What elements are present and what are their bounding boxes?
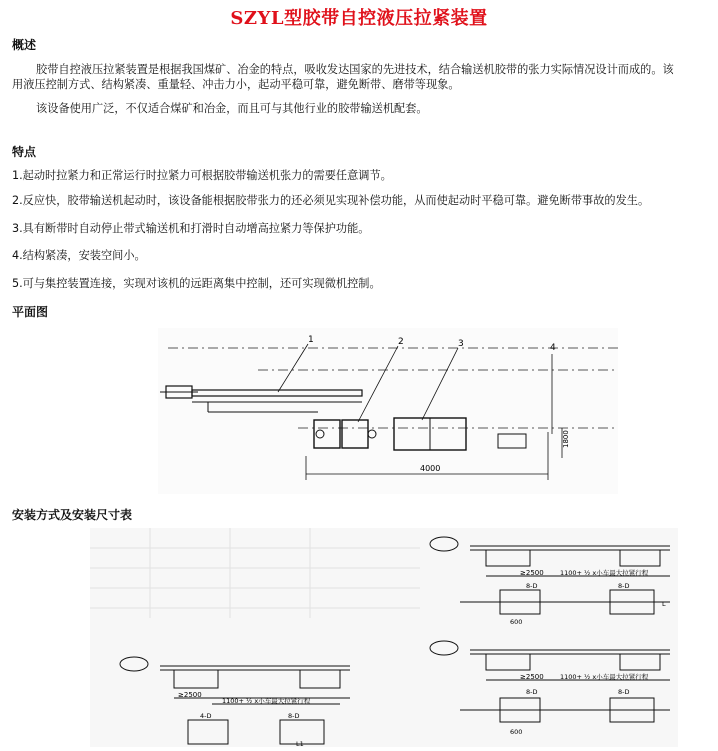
install-c-dim-d1: ≥2500: [520, 673, 544, 681]
install-a-dim-d3: 8-D: [288, 712, 300, 720]
install-b-dim-d3: 8-D: [526, 582, 538, 590]
dim-height-label: 1800: [562, 430, 570, 448]
dim-width-label: 4000: [420, 464, 441, 473]
install-c-dim-d2: 1100+ ½ x小车最大拉紧行程: [560, 673, 649, 681]
install-a-dim-d2: 1100+ ½ x小车最大拉紧行程: [222, 697, 311, 705]
tensioner-frame: [192, 390, 362, 396]
overview-para2: 该设备使用广泛，不仅适合煤矿和冶金，而且可与其他行业的胶带输送机配套。: [36, 102, 428, 115]
box-4: [498, 434, 526, 448]
overview-para1-line2: 用液压控制方式、结构紧凑、重量轻、冲击力小，起动平稳可靠，避免断带、磨带等现象。: [12, 78, 460, 91]
hydraulic-unit-1: [314, 420, 340, 448]
install-a-dim-d6: L1: [296, 740, 304, 747]
install-b-dim-d1: ≥2500: [520, 569, 544, 577]
overview-para1-line1: 胶带自控液压拉紧装置是根据我国煤矿、冶金的特点，吸收发达国家的先进技术，结合输送机胶带的张力实际情况设计而成的。该: [36, 63, 674, 76]
installation-drawings: [90, 528, 678, 747]
leader-3: [422, 348, 458, 420]
hydraulic-unit-2: [342, 420, 368, 448]
feature-item-1: 1.起动时拉紧力和正常运行时拉紧力可根据胶带输送机张力的需要任意调节。: [12, 169, 392, 182]
plan-label-2: 2: [398, 337, 404, 347]
install-heading: 安装方式及安装尺寸表: [12, 508, 133, 522]
install-c-dim-d5: 600: [510, 728, 523, 736]
feature-item-3: 3.具有断带时自动停止带式输送机和打滑时自动增高拉紧力等保护功能。: [12, 222, 370, 235]
motor-circle-2: [368, 430, 376, 438]
install-a-dim-d4: 4-D: [200, 712, 212, 720]
plan-label-3: 3: [458, 339, 464, 349]
plan-label-4: 4: [550, 343, 556, 353]
install-b-dim-d7: L: [662, 600, 666, 608]
features-heading: 特点: [12, 145, 37, 159]
overview-heading: 概述: [12, 38, 37, 52]
page-title: SZYL型胶带自控液压拉紧装置: [230, 8, 488, 29]
feature-item-4: 4.结构紧凑，安装空间小。: [12, 249, 146, 262]
install-b-dim-d2: 1100+ ½ x小车最大拉紧行程: [560, 569, 649, 577]
plan-drawing: [158, 328, 618, 494]
install-c-dim-d3: 8-D: [526, 688, 538, 696]
install-b-dim-d3b: 8-D: [618, 582, 630, 590]
feature-item-2: 2.反应快，胶带输送机起动时，该设备能根据胶带张力的还必须见实现补偿功能，从而使起动时平稳可靠。避免断带事故的发生。: [12, 194, 650, 207]
leader-1: [278, 344, 308, 392]
install-a-dim-d1: ≥2500: [178, 691, 202, 699]
leader-2: [358, 346, 398, 422]
plan-heading: 平面图: [12, 305, 49, 319]
install-drawing-c: [430, 641, 670, 722]
plan-label-1: 1: [308, 335, 314, 345]
motor-circle-1: [316, 430, 324, 438]
plan-drawing-svg: [158, 328, 618, 494]
installation-svg: [90, 528, 678, 747]
feature-item-5: 5.可与集控装置连接，实现对该机的远距离集中控制，还可实现微机控制。: [12, 277, 381, 290]
install-c-dim-d3b: 8-D: [618, 688, 630, 696]
faded-table-grid: [90, 528, 420, 618]
install-b-dim-d5: 600: [510, 618, 523, 626]
